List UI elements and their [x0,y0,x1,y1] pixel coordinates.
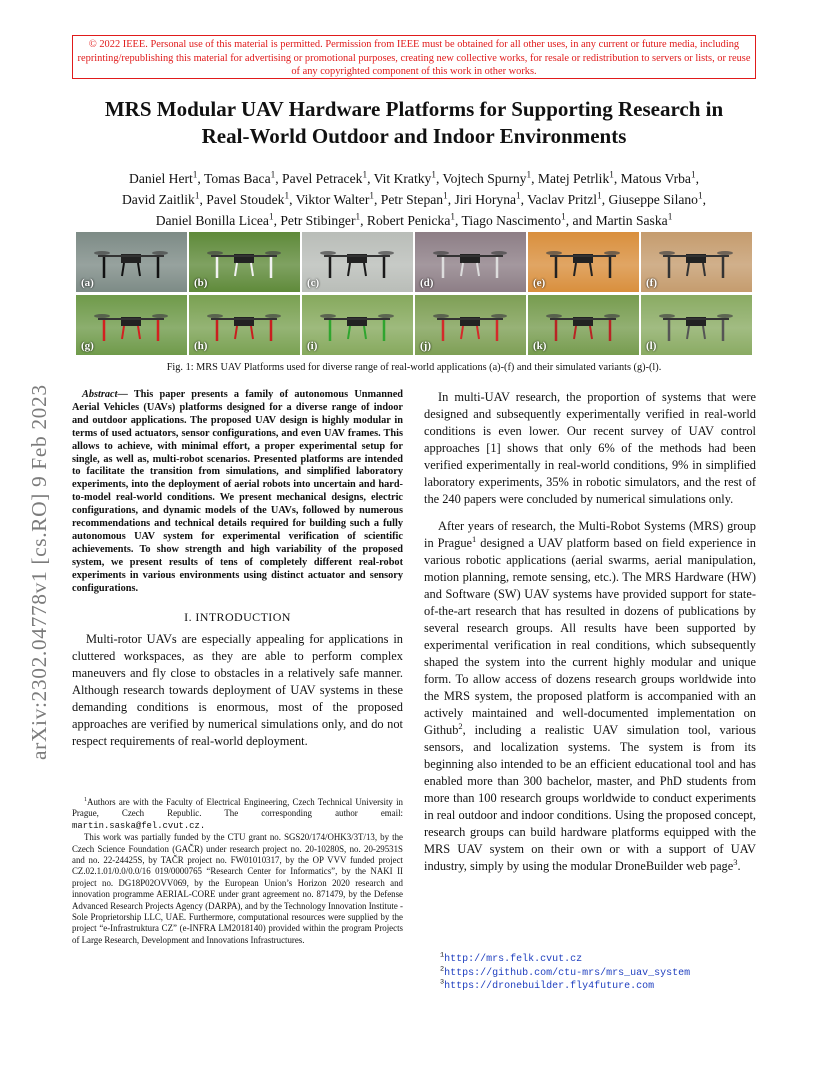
author-name: Matous Vrba [620,171,691,186]
author-name: Robert Penicka [366,213,451,228]
footnote-url-item [440,980,756,994]
author-name: Petr Stepan [380,192,444,207]
author-name: Vit Kratky [373,171,432,186]
figure-panel-label: (c) [307,277,320,289]
author-affiliation-mark: 1 [284,190,290,201]
figure-panel-label: (l) [646,340,657,352]
author-name: Tiago Nascimento [461,213,562,228]
footnote-affiliation [72,797,403,832]
footnote-urls [440,953,756,994]
footnote-funding: This work was partially funded by the CTU grant no. SGS20/174/OHK3/3T/13, by the Czech Science Foundation (GAČR) under research project no. 20-10280S, no. 20-29531S and no. 22-24425S, by TAČR project no. FW01010317, by the OP VVV funded project CZ.02.1.01/0.0/0.0/16 019/0000765 “Research Center for Informatics”, by the NAKI II project no. DG18P02OVV069, by the European Union’s Horizon 2020 research and innovation programme AERIAL-CORE under grant agreement no. 871479, by the Defense Advanced Research Projects Agency (DARPA), and by the Technology Innovation Institute - Sole Proprietorship LLC, UAE. Furthermore, computational resources were supplied by the project “e-Infrastruktura CZ” (e-INFRA LM2018140) provided within the program Projects of Large Research, Development and Innovations Infrastructures. [72,832,403,945]
figure-photo [76,232,187,292]
author-affiliation-mark: 1 [270,169,276,180]
author-name: Vojtech Spurny [442,171,527,186]
footnote-ref-3: 3 [733,856,738,867]
drone-icon [320,305,394,345]
author-name: Viktor Walter [295,192,370,207]
figure-panel-label: (d) [420,277,434,289]
arxiv-identifier: arXiv:2302.04778v1 [cs.RO] 9 Feb 2023 [27,384,51,760]
figure-photo [528,232,639,292]
drone-icon [94,242,168,282]
footnote-url-mark: 3 [440,978,445,987]
paper-title [72,96,756,150]
right-column [424,389,756,875]
author-name: David Zaitlik [121,192,195,207]
author-affiliation-mark: 1 [597,190,602,201]
author-affiliation-mark: 1 [431,169,436,180]
figure-photo [189,232,300,292]
footnote-affiliation-text: Authors are with the Faculty of Electrical Engineering, Czech Technical University in Prague, Czech Republic. The corresponding author email: [72,797,403,819]
p2-text-b: designed a UAV platform based on field experience in various robotic applications (aerial swarms, aerial manipulation, motion planning, remote sensing, etc.). The MRS Hardware (HW) and Software (SW) UAV systems have provided support for state-of-the-art research that has resulted in dozens of publications by several research groups. All results have been supported by experimental verification in real conditions, which subsequently shaped the system into the current highly modular and unique form. To allow access of dozens research groups worldwide into the MRS system, the proposed platform is accompanied with an actively maintained and well-documented implementation on Github [424,536,756,737]
author-name: Petr Stibinger [280,213,356,228]
author-name: Daniel Hert [129,171,193,186]
drone-icon [433,305,507,345]
author-name: Daniel Bonilla Licea [155,213,269,228]
author-affiliation-mark: 1 [697,190,703,201]
abstract [72,389,403,596]
footnote-url-link[interactable]: http://mrs.felk.cvut.cz [444,954,583,965]
figure-photo [189,295,300,355]
footnote-url-mark: 1 [440,951,445,960]
figure-row-simulated [76,295,752,355]
author-affiliation-mark: 1 [690,169,696,180]
figure-panel-label: (i) [307,340,318,352]
author-name: Pavel Stoudek [206,192,285,207]
left-column [72,389,403,750]
title-line-2: Real-World Outdoor and Indoor Environments [201,124,627,148]
author-affiliation-mark: 1 [609,169,614,180]
figure-panel-label: (e) [533,277,546,289]
author-affiliation-mark: 1 [667,211,673,222]
figure-panel-label: (g) [81,340,94,352]
drone-icon [546,305,620,345]
intro-paragraph-1: Multi-rotor UAVs are especially appealing for applications in cluttered workspaces, as they are able to perform complex maneuvers and fly close to obstacles in a relatively safe manner. Although research towards deployment of UAV systems in these demanding conditions is enormous, most of the proposed approaches are verified by numerical simulations only, and do not respect requirements of real-world deployment. [72,631,403,748]
author-affiliation-mark: 1 [450,211,455,222]
title-line-1: MRS Modular UAV Hardware Platforms for Supporting Research in [104,97,724,121]
footnote-ref-2: 2 [458,720,463,731]
abstract-text: — This paper presents a family of autonomous Unmanned Aerial Vehicles (UAVs) platforms designed for a diverse range of indoor and outdoor applications. The proposed UAV design is highly modular in terms of used actuators, sensor configurations, and even UAV frames. This allows to achieve, with minimal effort, a proper experimental setup for single, as well as, multi-robot scenarios. Presented platforms are intended to facilitate the transition from simulations, and simplified laboratory experiments, into the deployment of aerial robots into uncertain and hard-to-model real-world conditions. We present mechanical designs, electric configurations, and dynamic models of the UAVs, followed by numerous recommendations and technical details required for building such a fully autonomous UAV system for experimental verification of scientific achievements. To show strength and high variability of the proposed system, we present results of tens of completely different real-robot experiments in various environments using distinct actuator and sensory configurations. [72,389,403,594]
author-name: Matej Petrlik [537,171,610,186]
author-list: Daniel Hert$^1$, Tomas Baca$^1$, Pavel Petracek$^1$, Vit Kratky$^1$, Vojtech Spurny$^1$, Matej Petrlik$^1$, Matous Vrba$^1$, David Zaitlik$^1$, Pavel Stoudek$^1$, Viktor Walter$^1$, Petr Stepan$^1$, Jiri Horyna$^1$, Vaclav Pritzl$^1$, Giuseppe Silano$^1$, Daniel Bonilla Licea$^1$, Petr Stibinger$^1$, Robert Penicka$^1$, Tiago Nascimento$^1$, and Martin Saska$^1$ [121,169,707,228]
figure-photo [302,295,413,355]
footnotes-left [72,797,403,946]
author-affiliation-mark: 1 [362,169,368,180]
drone-icon [207,305,281,345]
section-heading-introduction: I. INTRODUCTION [184,609,291,624]
right-paragraph-1: In multi-UAV research, the proportion of systems that were designed and subsequently experimentally verified in real-world conditions is even lower. Our recent survey of UAV control approaches [1] shows that only 6% of the methods had been verified experimentally in real-world conditions, 9% in simplified laboratory experiments, 35% in robotic simulators, and the rest of the 240 papers were concluded by numerical simulations only. [424,390,756,506]
corresponding-email[interactable]: martin.saska@fel.cvut.cz. [72,820,206,831]
footnote-url-mark: 2 [440,965,445,974]
author-affiliation-mark: 1 [268,211,274,222]
figure-photo [76,295,187,355]
author-affiliation-mark: 1 [443,190,448,201]
author-affiliation-mark: 1 [516,190,521,201]
figure-caption: Fig. 1: MRS UAV Platforms used for diverse range of real-world applications (a)-(f) and their simulated variants (g)-(l). [166,362,662,373]
author-affiliation-mark: 1 [192,169,198,180]
author-affiliation-mark: 1 [369,190,374,201]
figure-photo [415,232,526,292]
drone-icon [659,242,733,282]
author-affiliation-mark: 1 [526,169,532,180]
footnote-ref-1: 1 [472,533,477,544]
drone-icon [320,242,394,282]
footnote-url-item [440,953,756,967]
drone-icon [546,242,620,282]
figure-panel-label: (b) [194,277,208,289]
figure-photo [641,232,752,292]
author-name: Vaclav Pritzl [527,192,598,207]
figure-photo [528,295,639,355]
author-name: Pavel Petracek [282,171,363,186]
abstract-lead: Abstract [82,389,118,400]
drone-icon [94,305,168,345]
drone-icon [433,242,507,282]
author-name: Jiri Horyna [454,192,517,207]
footnote-mark: 1 [84,797,88,804]
author-name: Giuseppe Silano [608,192,698,207]
author-name: Martin Saska [595,213,668,228]
author-affiliation-mark: 1 [194,190,200,201]
figure-panel-label: (a) [81,277,94,289]
figure-panel-label: (j) [420,340,431,352]
footnote-url-item [440,967,756,981]
p2-text-d: . [737,859,741,873]
footnote-url-link[interactable]: https://github.com/ctu-mrs/mrs_uav_system [444,967,691,979]
author-name: Tomas Baca [203,171,271,186]
figure-row-real [76,232,752,292]
p2-text-c: , including a realistic UAV simulation tool, various sensors, and localization systems. The system is from its beginning also intended to be an efficient educational tool and has enabled more than 300 bachelor, master, and PhD students from more than 100 research groups worldwide to conduct experiments in real outdoor and indoor conditions. Using the proposed concept, research groups can build hardware platforms equipped with the MRS UAV system on their own or with a support of UAV industry, simply by using the modular DroneBuilder web page [424,723,756,873]
right-paragraph-2 [424,518,756,875]
figure-photo [641,295,752,355]
author-affiliation-mark: 1 [355,211,361,222]
figure-1 [76,232,752,358]
figure-photo [415,295,526,355]
footnote-url-link[interactable]: https://dronebuilder.fly4future.com [444,981,655,992]
drone-icon [659,305,733,345]
figure-panel-label: (f) [646,277,657,289]
copyright-notice: © 2022 IEEE. Personal use of this material is permitted. Permission from IEEE must be obtained for all other uses, in any current or future media, including reprinting/republishing this material for advertising or promotional purposes, creating new collective works, for resale or redistribution to servers or lists, or reuse of any copyrighted component of this work in other works. [72,35,756,79]
author-and: and [572,213,596,228]
figure-panel-label: (h) [194,340,208,352]
figure-panel-label: (k) [533,340,547,352]
drone-icon [207,242,281,282]
author-affiliation-mark: 1 [561,211,566,222]
p2-text-a: After years of research, the Multi-Robot Systems (MRS) group in Prague [424,519,756,550]
figure-photo [302,232,413,292]
